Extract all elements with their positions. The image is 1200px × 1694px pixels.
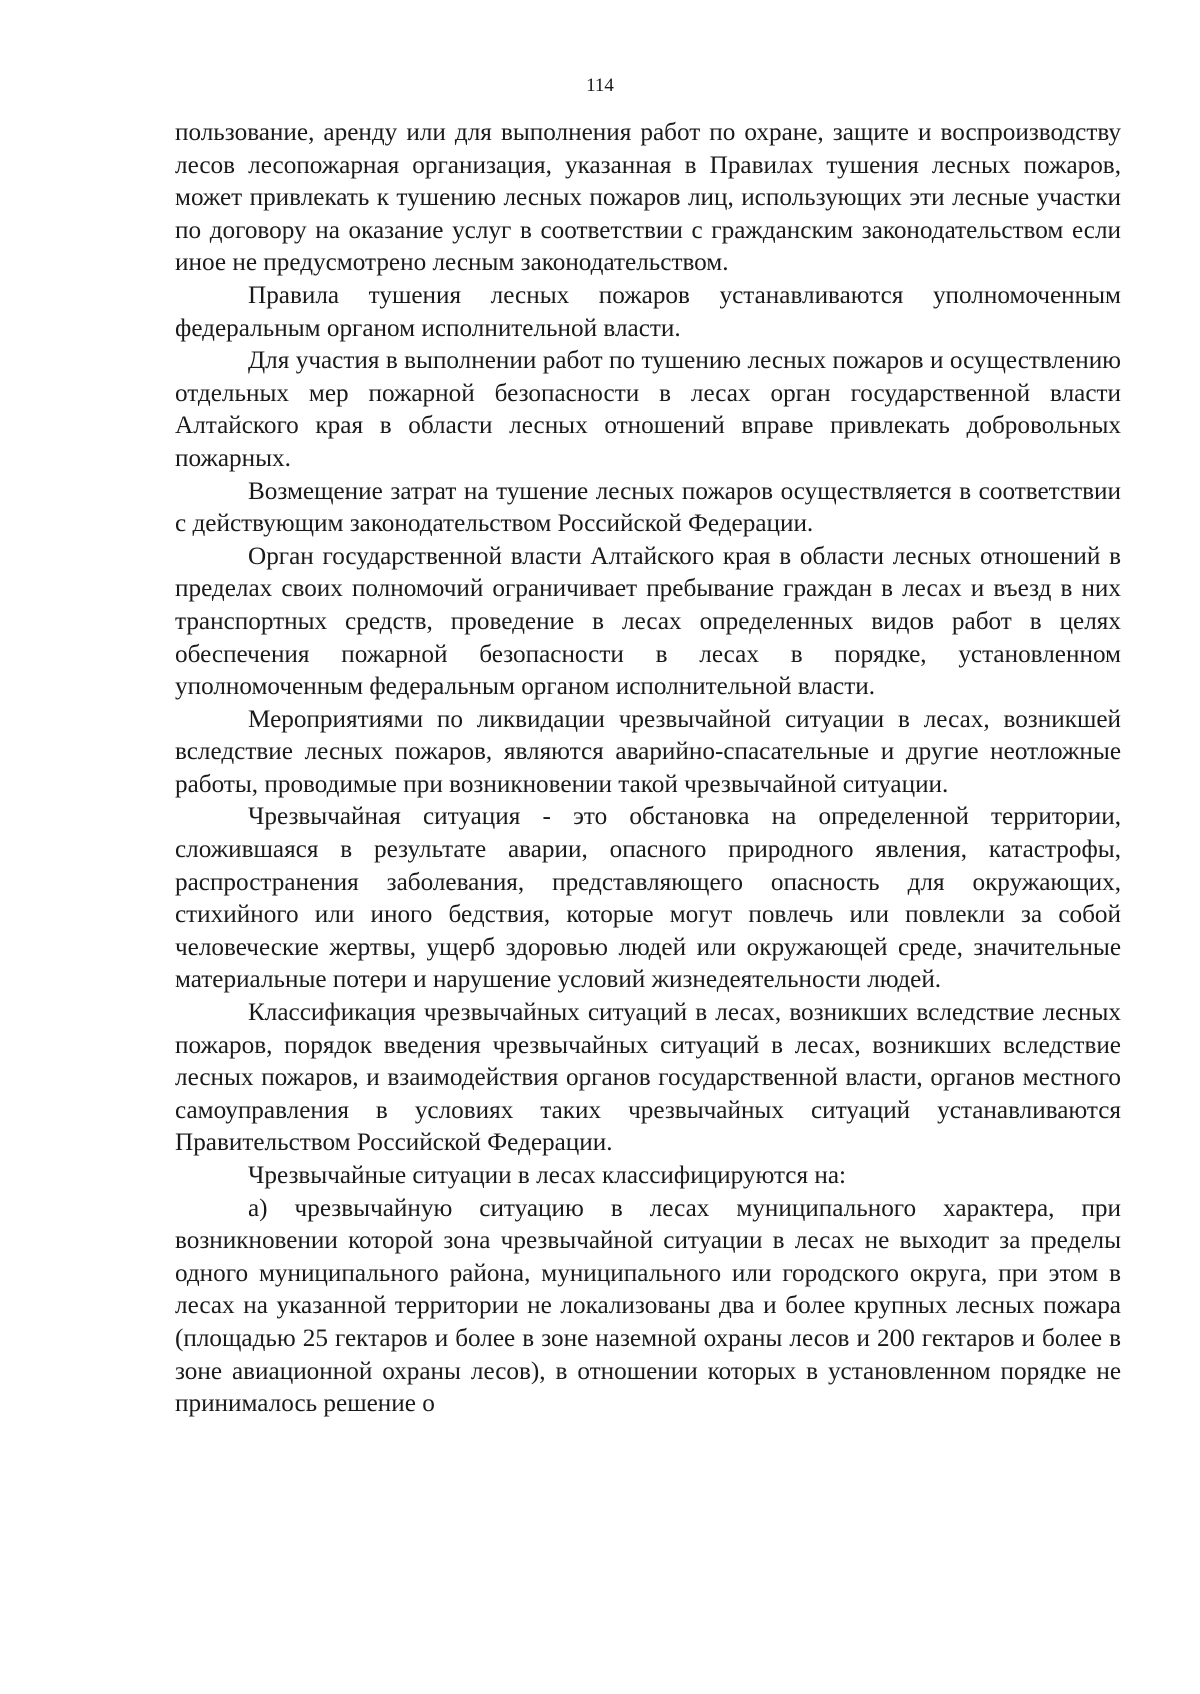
paragraph-10: а) чрезвычайную ситуацию в лесах муниципального характера, при возникновении которой зона чрезвычайной ситуации в лесах не выходит за пределы одного муниципального района, муниципального или городского округа, при этом в лесах на указанной территории не локализованы два и более крупных лесных пожара (площадью 25 гектаров и более в зоне наземной охраны лесов и 200 гектаров и более в зоне авиационной охраны лесов), в отношении которых в установленном порядке не принималось решение о — [175, 1194, 1121, 1418]
paragraph-3: Для участия в выполнении работ по тушению лесных пожаров и осуществлению отдельных мер пожарной безопасности в лесах орган государственной власти Алтайского края в области лесных отношений вправе привлекать добровольных пожарных. — [175, 347, 1121, 472]
paragraph-6: Мероприятиями по ликвидации чрезвычайной ситуации в лесах, возникшей вследствие лесных пожаров, являются аварийно-спасательные и другие неотложные работы, проводимые при возникновении такой чрезвычайной ситуации. — [175, 705, 1121, 798]
paragraph-9: Чрезвычайные ситуации в лесах классифицируются на: — [248, 1162, 847, 1189]
paragraph-2: Правила тушения лесных пожаров устанавливаются уполномоченным федеральным органом исполнительной власти. — [175, 281, 1121, 342]
paragraph-7: Чрезвычайная ситуация - это обстановка на определенной территории, сложившаяся в результате аварии, опасного природного явления, катастрофы, распространения заболевания, представляющего опасность для окружающих, стихийного или иного бедствия, которые могут повлечь или повлекли за собой человеческие жертвы, ущерб здоровью людей или окружающей среде, значительные материальные потери и нарушение условий жизнедеятельности людей. — [175, 803, 1121, 994]
paragraph-1: пользование, аренду или для выполнения работ по охране, защите и воспроизводству лесов лесопожарная организация, указанная в Правилах тушения лесных пожаров, может привлекать к тушению лесных пожаров лиц, использующих эти лесные участки по договору на оказание услуг в соответствии с гражданским законодательством если иное не предусмотрено лесным законодательством. — [175, 119, 1121, 277]
paragraph-8: Классификация чрезвычайных ситуаций в лесах, возникших вследствие лесных пожаров, порядок введения чрезвычайных ситуаций в лесах, возникших вследствие лесных пожаров, и взаимодействия органов государственной власти, органов местного самоуправления в условиях таких чрезвычайных ситуаций устанавливаются Правительством Российской Федерации. — [175, 999, 1121, 1157]
paragraph-5: Орган государственной власти Алтайского края в области лесных отношений в пределах своих полномочий ограничивает пребывание граждан в лесах и въезд в них транспортных средств, проведение в лесах определенных видов работ в целях обеспечения пожарной безопасности в лесах в порядке, установленном уполномоченным федеральным органом исполнительной власти. — [175, 542, 1121, 701]
text-body — [175, 117, 1121, 1421]
page-number: 114 — [586, 75, 614, 96]
paragraph-4: Возмещение затрат на тушение лесных пожаров осуществляется в соответствии с действующим законодательством Российской Федерации. — [175, 477, 1121, 538]
